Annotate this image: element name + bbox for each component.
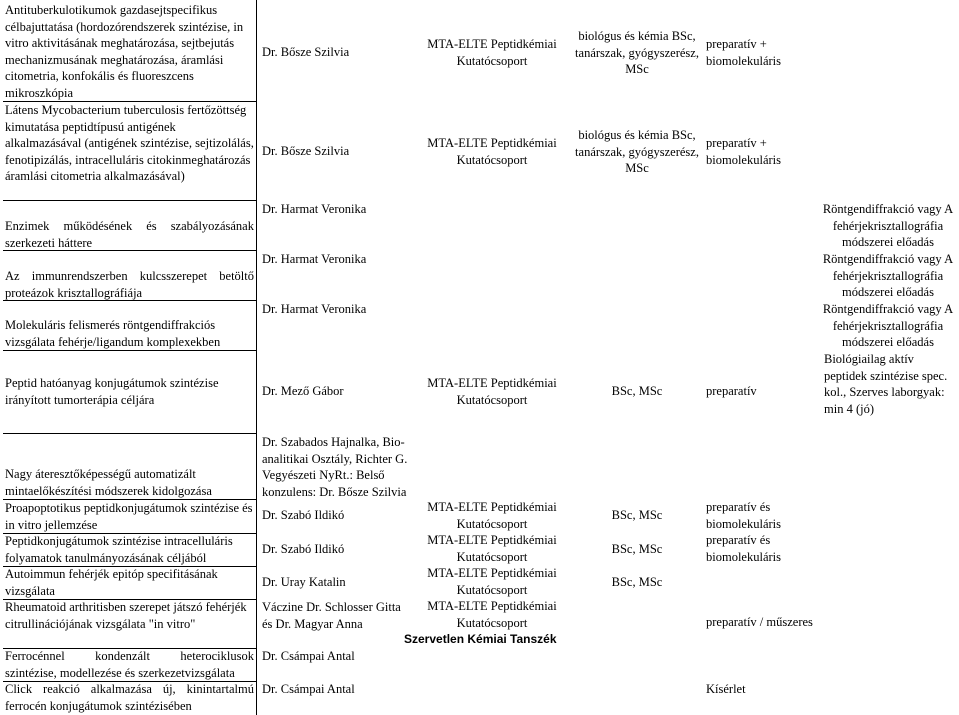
research-unit: MTA-ELTE Peptidkémiai Kutatócsoport <box>427 376 557 407</box>
research-unit: MTA-ELTE Peptidkémiai Kutatócsoport <box>427 533 557 564</box>
topic-title: Autoimmun fehérjék epitóp specifitásának vizsgálata <box>5 567 218 598</box>
topic-title: Molekuláris felismerés röntgendiffrakciós vizsgálata fehérje/ligandum komplexekben <box>5 318 221 349</box>
research-unit: MTA-ELTE Peptidkémiai Kutatócsoport <box>427 566 557 597</box>
supervisor: Dr. Uray Katalin <box>262 575 346 589</box>
supervisor: Dr. Szabó Ildikó <box>262 508 345 522</box>
prerequisite-note: Röntgendiffrakció vagy A fehérjekrisztallográfia módszerei előadás <box>822 302 954 349</box>
supervisor: Dr. Szabados Hajnalka, Bio-analitikai Osztály, Richter G. Vegyészeti NyRt.: Belső konzulens: Dr. Bősze Szilvia <box>262 435 408 499</box>
target-audience: biológus és kémia BSc, tanárszak, gyógyszerész, MSc <box>575 29 699 76</box>
prerequisite-note: Röntgendiffrakció vagy A fehérjekrisztallográfia módszerei előadás <box>822 252 954 299</box>
target-audience: biológus és kémia BSc, tanárszak, gyógyszerész, MSc <box>575 128 699 175</box>
supervisor: Dr. Harmat Veronika <box>262 202 367 216</box>
research-unit: MTA-ELTE Peptidkémiai Kutatócsoport <box>427 37 557 68</box>
work-type: preparatív + biomolekuláris <box>706 37 781 68</box>
topic-title: Nagy áteresztőképességű automatizált mintaelőkészítési módszerek kidolgozása <box>5 467 212 498</box>
supervisor: Dr. Harmat Veronika <box>262 252 367 266</box>
research-unit: MTA-ELTE Peptidkémiai Kutatócsoport <box>427 136 557 167</box>
work-type: preparatív <box>706 384 757 398</box>
prerequisite-note: Röntgendiffrakció vagy A fehérjekrisztallográfia módszerei előadás <box>822 202 954 249</box>
topic-title: Antituberkulotikumok gazdasejtspecifikus célbajuttatása (hordozórendszerek szintézise, in vitro aktivitásának meghatározása, sejtbejutás mechanizmusának meghatározása, áramlási citometria, konfokális és fluoreszcens mikroszkópia <box>5 3 244 100</box>
supervisor: Dr. Csámpai Antal <box>262 649 355 663</box>
work-type: Kísérlet <box>706 682 746 696</box>
work-type: preparatív és biomolekuláris <box>706 500 781 531</box>
department-header: Szervetlen Kémiai Tanszék <box>404 632 557 646</box>
prerequisite-note: Biológiailag aktív peptidek szintézise spec. kol., Szerves laborgyak: min 4 (jó) <box>824 352 948 416</box>
target-audience: BSc, MSc <box>611 384 663 398</box>
row-divider <box>3 433 256 434</box>
topic-title: Proapoptotikus peptidkonjugátumok szintézise és in vitro jellemzése <box>5 501 253 532</box>
topic-title: Látens Mycobacterium tuberculosis fertőzöttség kimutatása peptidtípusú antigének alkalmazásával (antigének szintézise, sejtizolálás, fenotipizálás, intracelluláris citokinmeghatározás áramlási citometria alkalmazásával) <box>5 103 254 183</box>
topic-title: Ferrocénnel kondenzált heterociklusok szintézise, modellezése és szerkezetvizsgálata <box>5 649 254 680</box>
topic-title: Click reakció alkalmazása új, kinintartalmú ferrocén konjugátumok szintézisében <box>5 682 254 713</box>
topic-title: Peptidkonjugátumok szintézise intracelluláris folyamatok tanulmányozásának céljából <box>5 534 233 565</box>
topic-title: Peptid hatóanyag konjugátumok szintézise irányított tumorterápia céljára <box>5 376 219 407</box>
topic-title: Enzimek működésének és szabályozásának szerkezeti háttere <box>5 219 254 250</box>
supervisor: Dr. Csámpai Antal <box>262 682 355 696</box>
topic-title: Az immunrendszerben kulcsszerepet betöltő proteázok krisztallográfiája <box>5 269 254 300</box>
row-divider <box>3 200 256 201</box>
target-audience: BSc, MSc <box>611 508 663 522</box>
supervisor: Dr. Bősze Szilvia <box>262 144 350 158</box>
research-unit: MTA-ELTE Peptidkémiai Kutatócsoport <box>427 500 557 531</box>
supervisor: Dr. Bősze Szilvia <box>262 45 350 59</box>
supervisor: Váczine Dr. Schlosser Gitta és Dr. Magyar Anna <box>262 600 401 631</box>
target-audience: BSc, MSc <box>611 542 663 556</box>
row-divider <box>3 350 256 351</box>
target-audience: BSc, MSc <box>611 575 663 589</box>
supervisor: Dr. Szabó Ildikó <box>262 542 345 556</box>
topic-title: Rheumatoid arthritisben szerepet játszó fehérjék citrullinációjának vizsgálata "in vitro" <box>5 600 247 631</box>
work-type: preparatív + biomolekuláris <box>706 136 781 167</box>
work-type: preparatív / műszeres <box>706 615 813 629</box>
supervisor: Dr. Harmat Veronika <box>262 302 367 316</box>
column-divider <box>256 0 257 715</box>
research-unit: MTA-ELTE Peptidkémiai Kutatócsoport <box>427 599 557 630</box>
work-type: preparatív és biomolekuláris <box>706 533 781 564</box>
supervisor: Dr. Mező Gábor <box>262 384 344 398</box>
